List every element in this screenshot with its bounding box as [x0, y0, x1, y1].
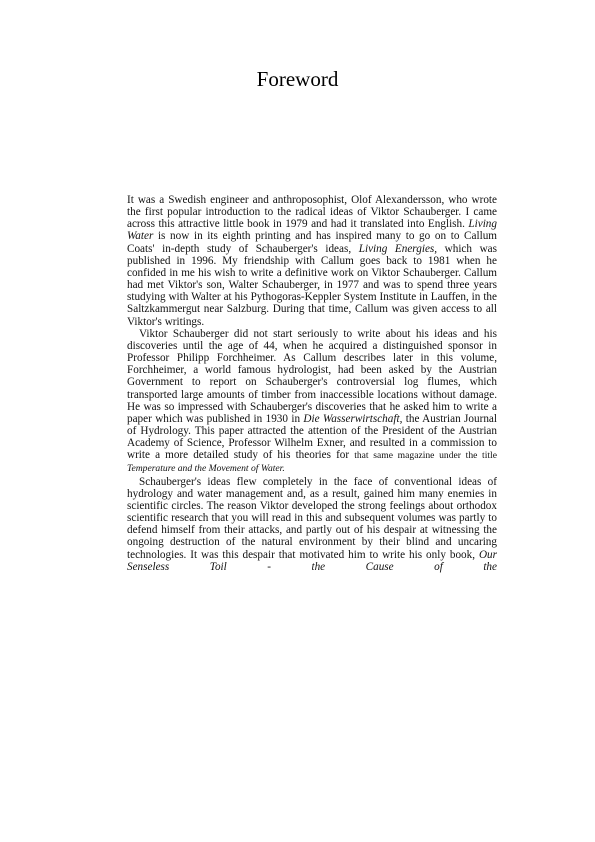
paragraph-text: the Austrian Journal of Hydrology. This paper attracted the attention of the President of the Austrian Academy of Science, Professor Wilhelm Exner, and resulted in a commission to write a more detailed study of his theories for — [127, 412, 497, 462]
italic-title-text: Die Wasserwirtschaft, — [303, 412, 403, 425]
paragraph-3 — [127, 476, 497, 573]
italic-title-text: Temperature and the Movement of Water. — [127, 463, 285, 475]
paragraph-text: that same magazine under the title — [354, 450, 497, 462]
foreword-body — [127, 194, 497, 573]
paragraph-text: Viktor Schauberger did not start seriously to write about his ideas and his discoveries until the age of 44, when he acquired a distinguished sponsor in Professor Philipp Forchheimer. As Callum describes later in this volume, Forchheimer, a world famous hydrologist, had been asked by the Austrian Government to report on Schauberger's controversial log flumes, which transported large amounts of timber from inaccessible locations without damage. He was so impressed with Schauberger's discoveries that he asked him to write a paper which was published in 1930 in — [127, 327, 497, 425]
page-title: Foreword — [256, 67, 339, 91]
paragraph-text: which was published in 1996. My friendship with Callum goes back to 1981 when he confided in me his wish to write a definitive work on Viktor Schauberger. Callum had met Viktor's son, Walter Schauberger, in 1977 and was to spend three years studying with Walter at his Pythogoras-Keppler System Institute in Lauffen, in the Saltzkammergut near Salzburg. During that time, Callum was given access to all Viktor's writings. — [127, 242, 497, 328]
italic-title-text: Living Energies, — [358, 242, 438, 255]
paragraph-2 — [127, 328, 497, 476]
paragraph-1 — [127, 194, 497, 328]
paragraph-text: Schauberger's ideas flew completely in the face of conventional ideas of hydrology and water management and, as a result, gained him many enemies in scientific circles. The reason Viktor developed the strong feelings about orthodox scientific research that you will read in this and subsequent volumes was partly to defend himself from their attacks, and partly out of his despair at witnessing the ongoing destruction of the natural environment by their blind and uncaring technologies. It was this despair that motivated him to write his only book, — [127, 475, 497, 561]
paragraph-text: It was a Swedish engineer and anthroposophist, Olof Alexandersson, who wrote the first popular introduction to the radical ideas of Viktor Schauberger. I came across this attractive little book in 1979 and had it translated into English. — [127, 194, 497, 231]
italic-title-text: Living Water — [127, 218, 497, 243]
italic-title-text: Our Senseless Toil - the Cause of the — [127, 548, 497, 573]
paragraph-text: is now in its eighth printing and has inspired many to go on to Callum Coats' in-depth study of Schauberger's ideas, — [127, 230, 497, 255]
